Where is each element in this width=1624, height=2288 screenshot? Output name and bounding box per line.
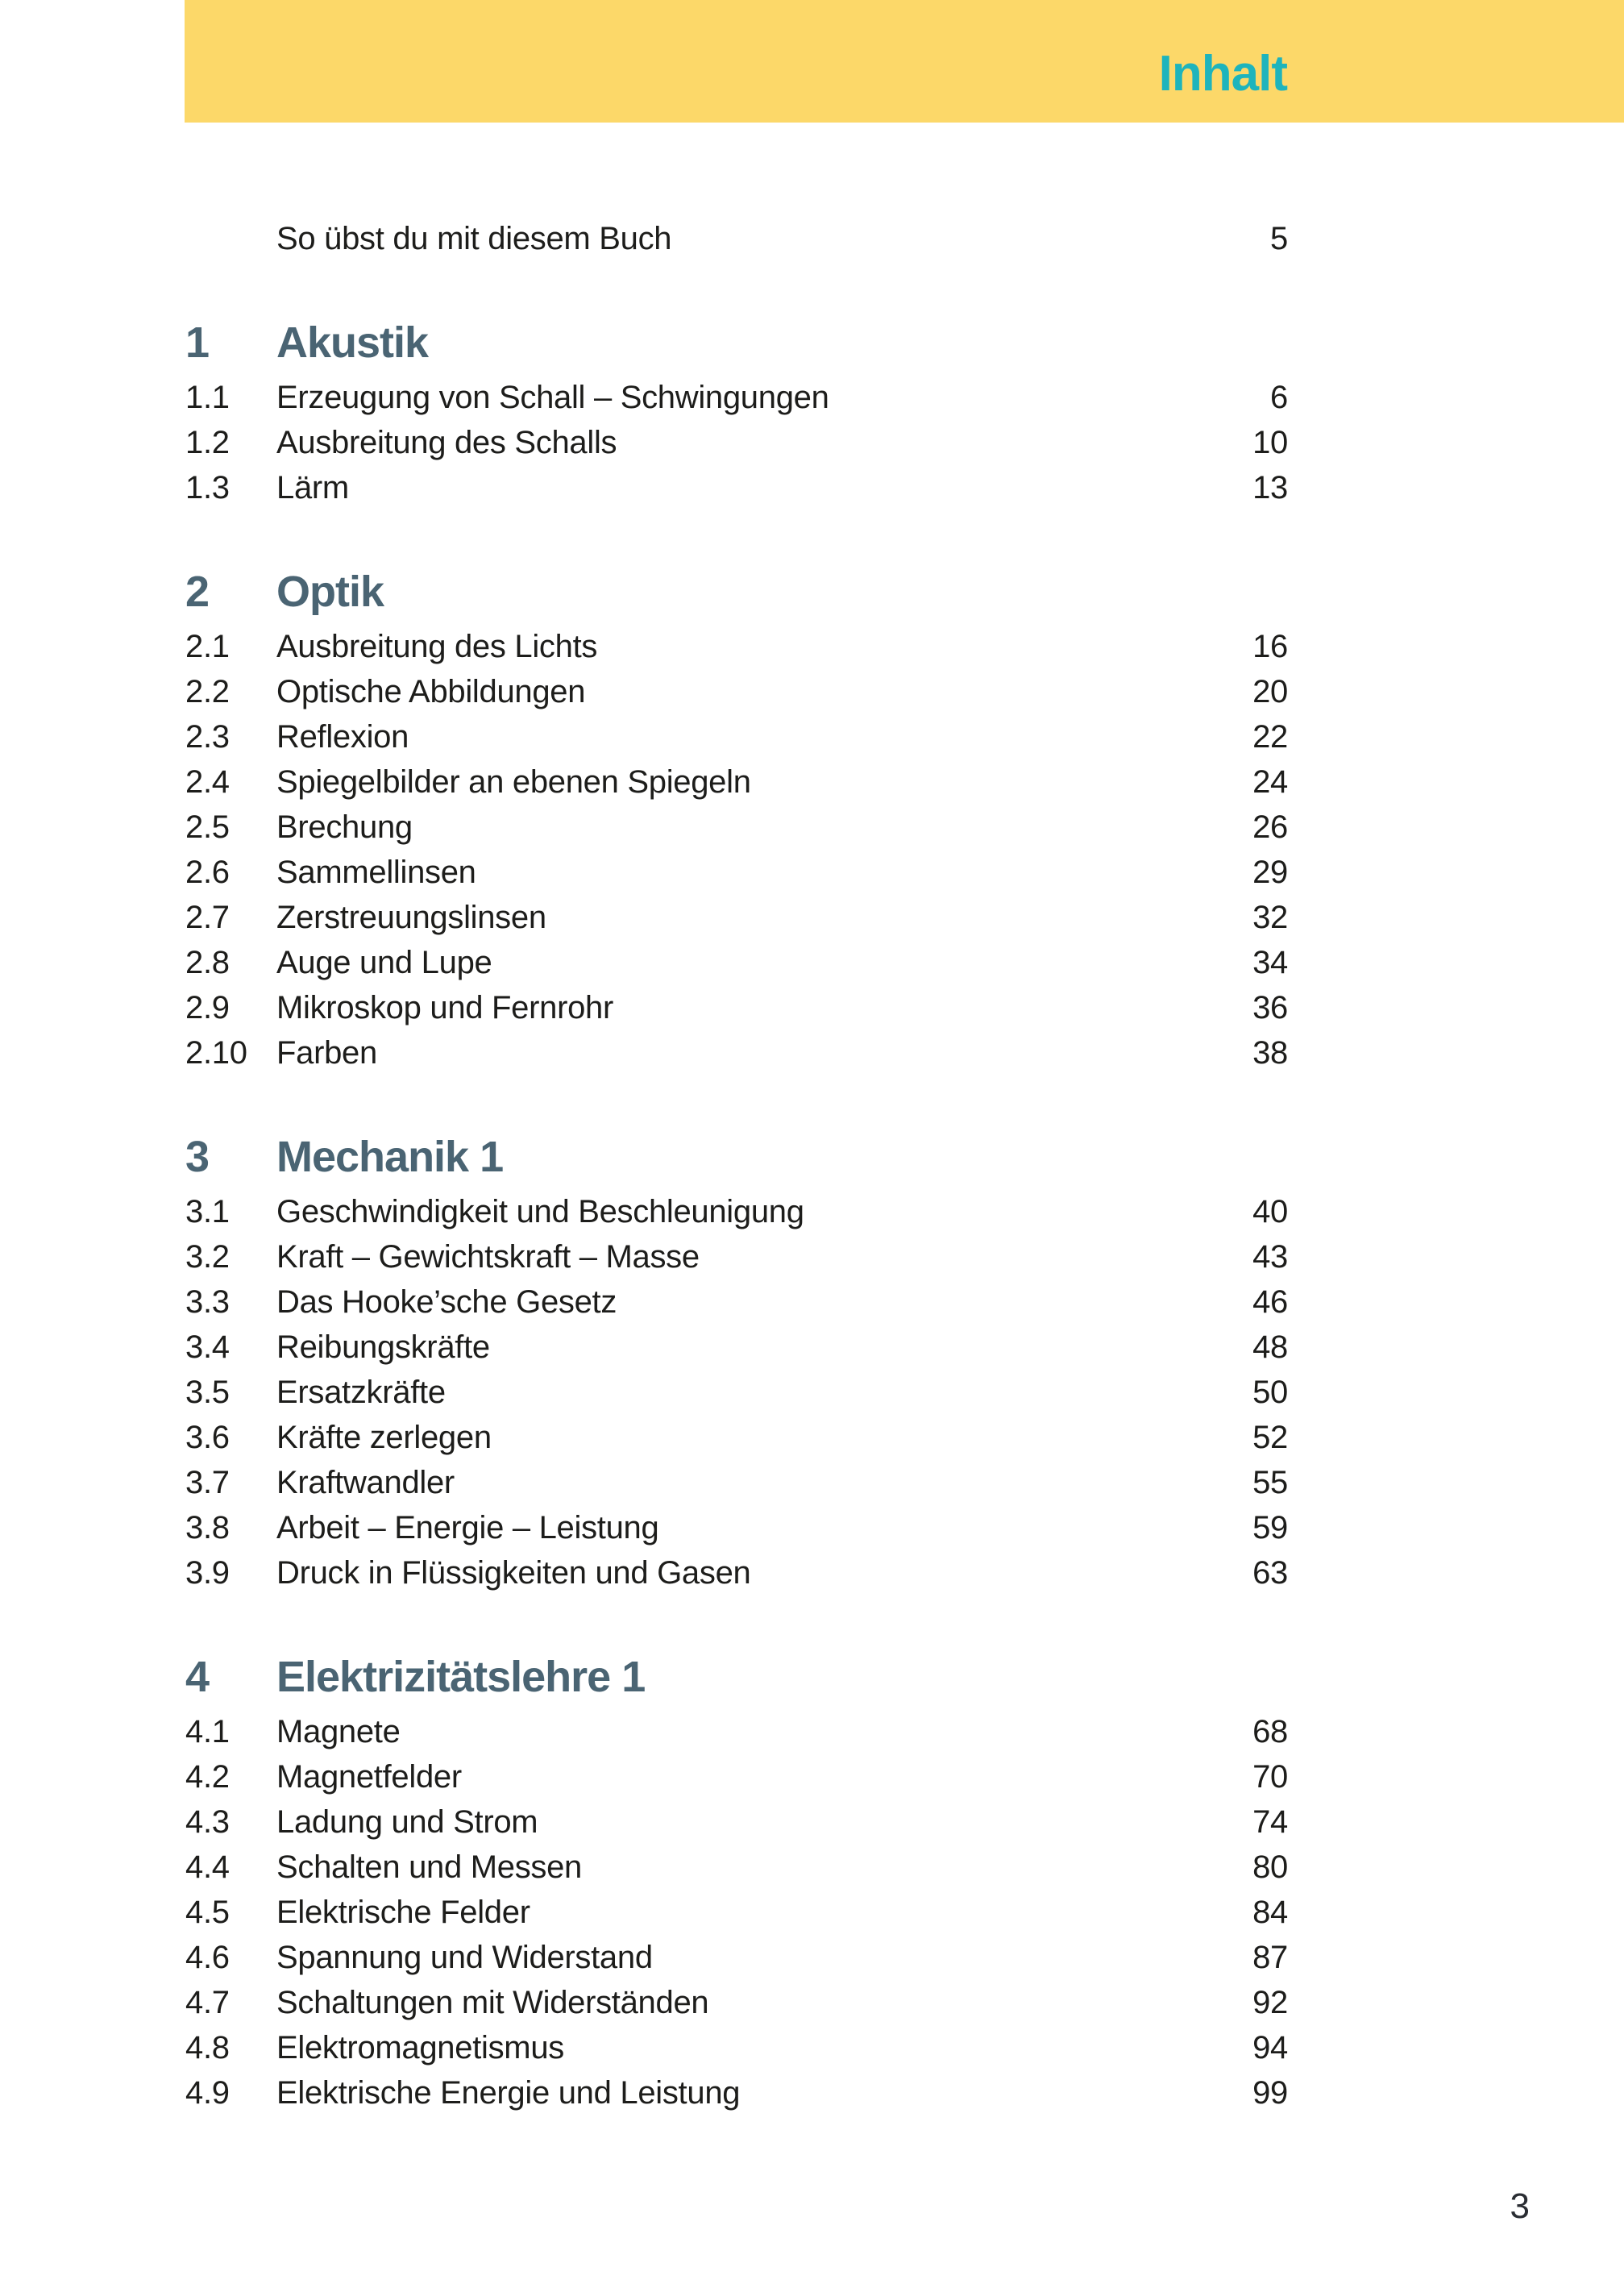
toc-entry [185,1505,1288,1550]
toc-entry [185,805,1288,850]
toc-entry [185,895,1288,940]
toc-entry-page: 24 [1252,763,1288,800]
toc-entry-number: 4.2 [185,1758,230,1795]
toc-entry [185,1550,1288,1595]
toc-entry-title: Lärm [276,469,349,505]
toc-entry [185,1799,1288,1845]
toc-entry-page: 80 [1252,1849,1288,1885]
toc-section-title: Elektrizitätslehre 1 [276,1653,646,1701]
toc-entry-page: 34 [1252,944,1288,980]
toc-entry-number: 2.4 [185,763,230,800]
toc-entry-page: 13 [1252,469,1288,505]
toc-section [185,1125,1288,1595]
toc-entry-title: Reflexion [276,718,409,755]
toc-entry-title: Brechung [276,809,413,845]
toc-sections [185,310,1288,2115]
toc-entry-number: 2.9 [185,989,230,1025]
toc-entry-number: 4.7 [185,1984,230,2020]
toc-entry-number: 3.5 [185,1374,230,1410]
toc-section-heading [185,560,1288,624]
toc-entry-page: 55 [1252,1464,1288,1500]
toc-entry-title: Magnete [276,1713,401,1749]
toc-entry-title: Optische Abbildungen [276,673,586,709]
toc-entry-number: 1.1 [185,379,230,415]
toc-entry-title: Elektromagnetismus [276,2029,564,2065]
toc-entry-page: 10 [1252,424,1288,460]
toc-entry-title: Ausbreitung des Lichts [276,628,598,664]
toc-entry [185,1709,1288,1754]
toc-entry-page: 6 [1270,379,1288,415]
toc-entry-title: Erzeugung von Schall – Schwingungen [276,379,829,415]
toc-entry-page: 74 [1252,1803,1288,1840]
toc-entry-title: Magnetfelder [276,1758,462,1795]
toc-entry-number: 3.9 [185,1554,230,1591]
toc-entry-number: 4.3 [185,1803,230,1840]
toc-entry-page: 20 [1252,673,1288,709]
toc-entry-title: Farben [276,1034,377,1071]
toc-section-heading [185,1645,1288,1709]
toc-entry-number: 1.3 [185,469,230,505]
toc-entry-page: 63 [1252,1554,1288,1591]
toc-entry-page: 99 [1252,2074,1288,2111]
toc-entry-title: Schalten und Messen [276,1849,582,1885]
toc-entry [185,465,1288,510]
folio-page-number: 3 [1510,2186,1530,2226]
toc-section [185,560,1288,1075]
toc-entry [185,1030,1288,1075]
toc-entry-title: Kräfte zerlegen [276,1419,492,1455]
toc-entry [185,375,1288,420]
toc-entry-title: Spannung und Widerstand [276,1939,653,1975]
header-band [185,0,1624,123]
toc-entry [185,759,1288,805]
toc-section [185,310,1288,510]
toc-entry-number: 3.2 [185,1238,230,1275]
toc-entry-number: 2.7 [185,899,230,935]
toc-entry-page: 22 [1252,718,1288,755]
toc-entry-number: 4.1 [185,1713,230,1749]
toc-entry-number: 4.6 [185,1939,230,1975]
toc-entry [185,850,1288,895]
toc-entry-page: 29 [1252,854,1288,890]
toc-entry [185,1234,1288,1279]
toc-entry-page: 32 [1252,899,1288,935]
toc-entry-page: 70 [1252,1758,1288,1795]
toc-entry-title: Sammellinsen [276,854,476,890]
toc-entry-page: 48 [1252,1329,1288,1365]
toc-entry-title: Ausbreitung des Schalls [276,424,617,460]
toc-entry-title: Reibungskräfte [276,1329,490,1365]
toc-entry [185,1980,1288,2025]
toc-entry-title: Kraft – Gewichtskraft – Masse [276,1238,700,1275]
toc-entry [185,2025,1288,2070]
toc-section-title: Mechanik 1 [276,1133,504,1181]
toc-section-number: 2 [185,568,210,616]
toc-entry-number: 2.1 [185,628,230,664]
toc-entry-title: So übst du mit diesem Buch [276,220,672,256]
toc-entry-title: Auge und Lupe [276,944,492,980]
toc-entry-number: 4.9 [185,2074,230,2111]
toc-section-title: Akustik [276,318,429,367]
toc-entry-title: Zerstreuungslinsen [276,899,546,935]
toc-section [185,1645,1288,2115]
toc-section-heading [185,1125,1288,1189]
toc-entry-title: Elektrische Energie und Leistung [276,2074,741,2111]
toc-entry-number: 2.2 [185,673,230,709]
toc-entry-page: 38 [1252,1034,1288,1071]
toc-entry-title: Das Hooke’sche Gesetz [276,1283,617,1320]
toc-entry-page: 50 [1252,1374,1288,1410]
toc-entry [185,1279,1288,1325]
toc-section-number: 1 [185,318,210,367]
toc-entry [185,714,1288,759]
toc-entry-number: 2.5 [185,809,230,845]
toc-entry-page: 68 [1252,1713,1288,1749]
toc-entry-page: 26 [1252,809,1288,845]
toc-entry-page: 84 [1252,1894,1288,1930]
toc-entry-page: 59 [1252,1509,1288,1545]
toc-entry-title: Spiegelbilder an ebenen Spiegeln [276,763,751,800]
toc-entry [185,1754,1288,1799]
toc-entry-number: 3.6 [185,1419,230,1455]
toc-entry-number: 3.1 [185,1193,230,1229]
toc-entry-page: 5 [1270,220,1288,256]
toc-entry-title: Schaltungen mit Widerständen [276,1984,709,2020]
toc-entry [185,1325,1288,1370]
toc-entry-number: 2.10 [185,1034,247,1071]
toc-entry-number: 3.3 [185,1283,230,1320]
toc-entry-page: 16 [1252,628,1288,664]
toc-entry [185,624,1288,669]
toc-entry [185,669,1288,714]
toc-entry-number: 2.6 [185,854,230,890]
toc-section-number: 4 [185,1653,210,1701]
toc-entry-number: 1.2 [185,424,230,460]
toc-entry-number: 4.8 [185,2029,230,2065]
toc-entry-title: Elektrische Felder [276,1894,530,1930]
toc-entry-number: 3.7 [185,1464,230,1500]
toc-entry [185,1189,1288,1234]
toc-entry-title: Mikroskop und Fernrohr [276,989,614,1025]
toc-entry [185,1845,1288,1890]
toc-entry-title: Geschwindigkeit und Beschleunigung [276,1193,804,1229]
toc-entry-number: 4.5 [185,1894,230,1930]
toc-entry-number: 3.4 [185,1329,230,1365]
toc-entry-page: 46 [1252,1283,1288,1320]
toc-entry [185,1415,1288,1460]
toc-entry-intro [185,216,1288,261]
toc-entry [185,985,1288,1030]
toc-entry-page: 43 [1252,1238,1288,1275]
toc-entry-number: 3.8 [185,1509,230,1545]
toc-entry [185,1890,1288,1935]
toc-entry [185,940,1288,985]
toc-entry [185,1370,1288,1415]
toc-entry-number: 2.3 [185,718,230,755]
toc-entry-page: 36 [1252,989,1288,1025]
toc-entry-page: 40 [1252,1193,1288,1229]
toc-entry [185,1935,1288,1980]
table-of-contents [185,216,1288,2115]
toc-entry-title: Druck in Flüssigkeiten und Gasen [276,1554,751,1591]
toc-entry-page: 92 [1252,1984,1288,2020]
toc-entry-title: Ladung und Strom [276,1803,538,1840]
toc-entry-title: Ersatzkräfte [276,1374,446,1410]
toc-section-title: Optik [276,568,384,616]
toc-entry-title: Kraftwandler [276,1464,455,1500]
toc-entry [185,2070,1288,2115]
toc-section-heading [185,310,1288,375]
toc-entry-number: 2.8 [185,944,230,980]
toc-entry-number: 4.4 [185,1849,230,1885]
toc-entry [185,1460,1288,1505]
toc-entry-title: Arbeit – Energie – Leistung [276,1509,659,1545]
page-title: Inhalt [1158,45,1287,102]
toc-entry-page: 52 [1252,1419,1288,1455]
toc-entry-page: 94 [1252,2029,1288,2065]
toc-entry-page: 87 [1252,1939,1288,1975]
toc-entry [185,420,1288,465]
toc-section-number: 3 [185,1133,210,1181]
